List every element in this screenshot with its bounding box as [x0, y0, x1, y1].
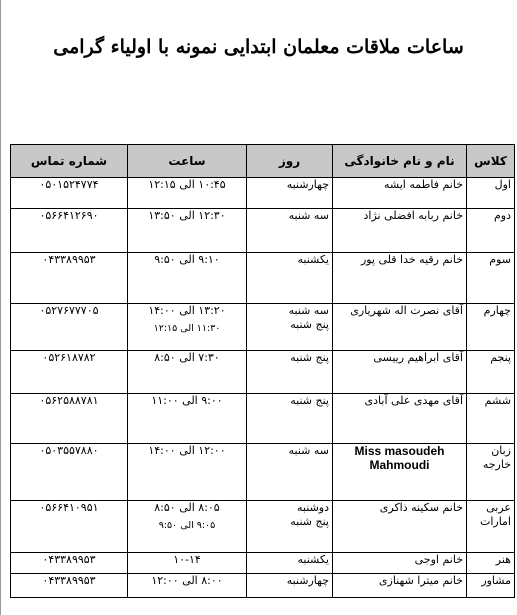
class-cell: عربی امارات	[467, 501, 515, 553]
day-line: دوشنبه	[297, 501, 329, 514]
phone-cell: ۰۴۳۳۸۹۹۵۳	[11, 553, 128, 574]
day-line-2: پنج شنبه	[290, 318, 329, 331]
table-row	[11, 209, 515, 253]
day-line-2: پنج شنبه	[290, 515, 329, 528]
day-cell: پنج شنبه	[247, 394, 333, 444]
header-name: نام و نام خانوادگی	[333, 145, 467, 178]
time-line-2: ۹:۰۵ الی ۹:۵۰	[158, 520, 216, 531]
table-row	[11, 574, 515, 598]
teacher-name-cell: آقای نصرت اله شهریاری	[333, 304, 467, 351]
schedule-table	[10, 144, 515, 598]
phone-cell: ۰۵۲۷۶۷۷۷۰۵	[11, 304, 128, 351]
header-day: روز	[247, 145, 333, 178]
table-row	[11, 304, 515, 351]
time-cell: ۱۲:۳۰ الی ۱۳:۵۰	[128, 209, 247, 253]
day-cell: پنج شنبه	[247, 351, 333, 394]
teacher-name-cell: خانم رقیه خدا قلی پور	[333, 253, 467, 304]
time-line: ۱۳:۲۰ الی ۱۴:۰۰	[148, 304, 226, 317]
teacher-name-latin: Miss masoudeh Mahmoudi	[354, 444, 445, 472]
teacher-name-cell: آقای مهدی علی آبادی	[333, 394, 467, 444]
page-edge	[0, 0, 1, 615]
phone-cell: ۰۵۶۲۵۸۸۷۸۱	[11, 394, 128, 444]
class-cell: دوم	[467, 209, 515, 253]
table-row	[11, 501, 515, 553]
class-cell: اول	[467, 178, 515, 209]
header-class: کلاس	[467, 145, 515, 178]
time-cell: ۱۲:۰۰ الی ۱۴:۰۰	[128, 444, 247, 501]
day-cell: چهارشنبه	[247, 574, 333, 598]
table-row	[11, 444, 515, 501]
time-cell: ۱۰:۴۵ الی ۱۲:۱۵	[128, 178, 247, 209]
class-cell: چهارم	[467, 304, 515, 351]
class-cell: زبان خارجه	[467, 444, 515, 501]
day-cell	[247, 501, 333, 553]
phone-cell: ۰۵۰۳۵۵۷۸۸۰	[11, 444, 128, 501]
day-cell: یکشنبه	[247, 253, 333, 304]
phone-cell: ۰۴۳۳۸۹۹۵۳	[11, 253, 128, 304]
phone-cell: ۰۵۲۶۱۸۷۸۲	[11, 351, 128, 394]
time-cell	[128, 304, 247, 351]
teacher-name-cell: خانم فاطمه ایشه	[333, 178, 467, 209]
header-row	[11, 145, 515, 178]
time-cell	[128, 501, 247, 553]
day-cell: یکشنبه	[247, 553, 333, 574]
teacher-name-cell: خانم میترا شهنازی	[333, 574, 467, 598]
table-row	[11, 178, 515, 209]
teacher-name-cell: خانم ربابه افضلی نژاد	[333, 209, 467, 253]
phone-cell: ۰۵۶۶۴۱۰۹۵۱	[11, 501, 128, 553]
table-row	[11, 253, 515, 304]
phone-cell: ۰۴۳۳۸۹۹۵۳	[11, 574, 128, 598]
teacher-name-cell: خانم سکینه ذاکری	[333, 501, 467, 553]
class-cell: مشاور	[467, 574, 515, 598]
header-phone: شماره تماس	[11, 145, 128, 178]
teacher-name-cell: آقای ابراهیم رییسی	[333, 351, 467, 394]
phone-cell: ۰۵۶۶۴۱۲۶۹۰	[11, 209, 128, 253]
day-cell: سه شنبه	[247, 444, 333, 501]
time-cell: ۱۰-۱۴	[128, 553, 247, 574]
teacher-name-cell: خانم اوجی	[333, 553, 467, 574]
class-cell: هنر	[467, 553, 515, 574]
header-time: ساعت	[128, 145, 247, 178]
class-cell: ششم	[467, 394, 515, 444]
time-cell: ۹:۰۰ الی ۱۱:۰۰	[128, 394, 247, 444]
class-cell: سوم	[467, 253, 515, 304]
day-cell: چهارشنبه	[247, 178, 333, 209]
day-cell	[247, 304, 333, 351]
day-line: سه شنبه	[288, 304, 329, 317]
day-cell: سه شنبه	[247, 209, 333, 253]
time-cell: ۷:۳۰ الی ۸:۵۰	[128, 351, 247, 394]
table-row	[11, 553, 515, 574]
class-cell: پنجم	[467, 351, 515, 394]
teacher-name-cell	[333, 444, 467, 501]
table-row	[11, 351, 515, 394]
time-cell: ۹:۱۰ الی ۹:۵۰	[128, 253, 247, 304]
time-line-2: ۱۱:۳۰ الی ۱۲:۱۵	[153, 323, 221, 334]
page-title: ساعات ملاقات معلمان ابتدایی نمونه با اولیاء گرامی	[53, 36, 464, 58]
time-line: ۸:۰۵ الی ۸:۵۰	[154, 501, 220, 514]
time-cell: ۸:۰۰ الی ۱۲:۰۰	[128, 574, 247, 598]
phone-cell: ۰۵۰۱۵۲۴۷۷۴	[11, 178, 128, 209]
table-row	[11, 394, 515, 444]
